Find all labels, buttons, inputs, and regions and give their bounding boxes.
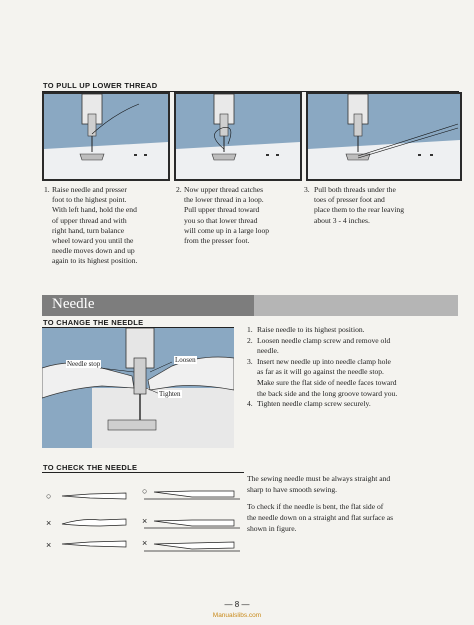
page-number: — 8 —: [224, 600, 250, 609]
step-text: Insert new needle up into needle clamp hole as far as it will go against the needle stop. Make sure the flat side of needle faces toward the back side and the long groove toward you.: [257, 356, 398, 398]
banner-strip: [254, 295, 458, 316]
figure-pull-thread-3: [306, 92, 462, 181]
step-text: Raise needle and presser foot to the highest point. With left hand, hold the end of upper thread and with right hand, turn balance wheel toward you until the needle moves down and up again to its highest position.: [52, 185, 138, 266]
needle-stop-label: Needle stop: [67, 360, 101, 368]
change-needle-steps: [247, 325, 459, 410]
pull-step-3: [304, 185, 460, 226]
pull-step-1: [44, 185, 169, 267]
pull-step-2: [176, 185, 301, 246]
bad-needle-mark-right-2: ×: [142, 538, 148, 548]
change-step-3: [247, 357, 459, 399]
check-needle-heading: TO CHECK THE NEEDLE: [43, 463, 138, 472]
figure-pull-thread-2: [174, 92, 302, 181]
change-step-1: [247, 325, 459, 336]
step-number: 3.: [304, 185, 310, 194]
step-text: Tighten needle clamp screw securely.: [257, 399, 371, 409]
step-text: Loosen needle clamp screw and remove old needle.: [257, 335, 391, 356]
change-step-2: [247, 336, 459, 357]
bad-needle-mark-right-1: ×: [142, 516, 148, 526]
needle-section-banner: [42, 295, 458, 316]
sewing-machine-illustration-2: [176, 94, 300, 179]
check-needle-paragraph-2: To check if the needle is bent, the flat side of the needle down on a straight and flat surface as shown in figure.: [247, 502, 394, 533]
step-number: 1.: [44, 185, 50, 194]
check-needle-rule: [42, 472, 244, 473]
sewing-machine-illustration-3: [308, 94, 460, 179]
bad-needle-mark-left-1: ×: [46, 518, 52, 528]
bad-needle-mark-left-2: ×: [46, 540, 52, 550]
sewing-machine-illustration-1: [44, 94, 168, 179]
step-number: 3.: [247, 356, 253, 366]
step-text: Now upper thread catches the lower thread in a loop. Pull upper thread toward you so that lower thread will come up in a large loop from the presser foot.: [184, 185, 270, 246]
good-needle-mark-right: ○: [142, 486, 148, 496]
step-number: 1.: [247, 325, 253, 334]
needle-comparison-figure: [42, 474, 244, 558]
figure-pull-thread-1: [42, 92, 170, 181]
loosen-label: Loosen: [175, 356, 196, 364]
needle-section-title: Needle: [52, 296, 95, 312]
needle-drawings: [42, 474, 244, 558]
good-needle-mark-left: ○: [46, 491, 52, 501]
pull-thread-heading: TO PULL UP LOWER THREAD: [43, 81, 158, 90]
change-step-4: [247, 399, 459, 410]
change-needle-heading: TO CHANGE THE NEEDLE: [43, 318, 144, 327]
step-number: 2.: [176, 185, 182, 194]
step-text: Pull both threads under the toes of presser foot and place them to the rear leaving about 3 - 4 inches.: [314, 185, 405, 225]
tighten-label: Tighten: [159, 390, 181, 398]
needle-clamp-illustration: [42, 328, 234, 448]
figure-change-needle: [42, 328, 234, 448]
watermark-link[interactable]: Manualslibs.com: [212, 612, 262, 619]
check-needle-paragraph-1: The sewing needle must be always straight and sharp to have smooth sewing.: [247, 474, 391, 494]
step-text: Raise needle to its highest position.: [257, 325, 365, 334]
step-number: 4.: [247, 399, 253, 409]
step-number: 2.: [247, 335, 253, 345]
